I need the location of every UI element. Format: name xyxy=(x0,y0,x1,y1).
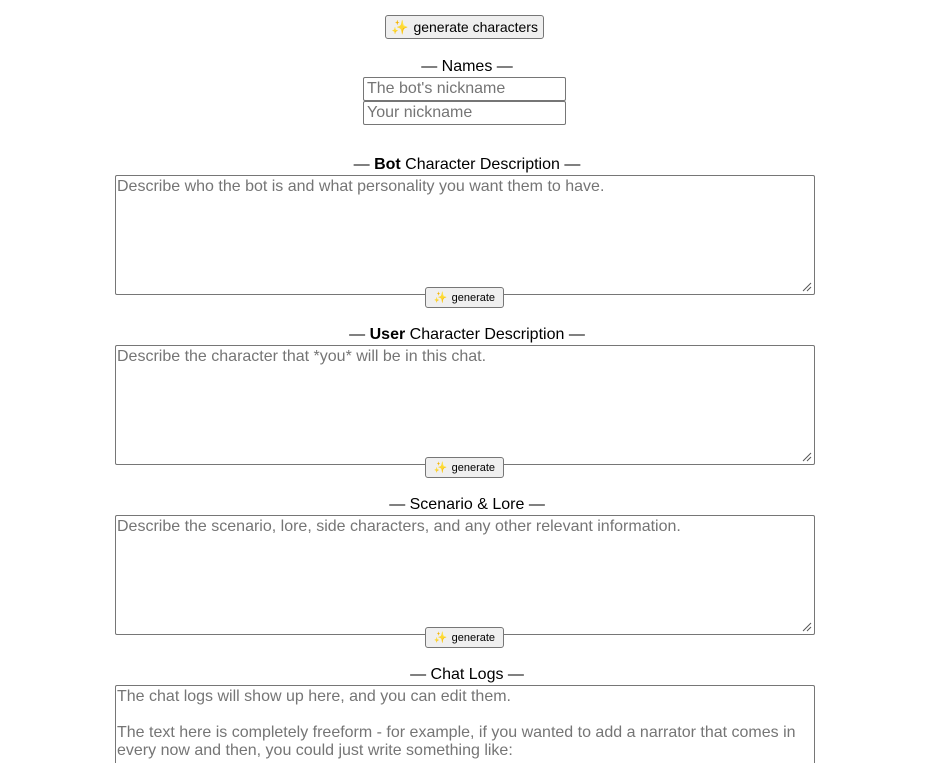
chat-logs-textarea[interactable] xyxy=(115,685,815,763)
resize-grip-icon[interactable] xyxy=(802,452,812,462)
blank-line xyxy=(117,706,813,724)
generate-bot-description-button[interactable] xyxy=(425,287,504,308)
sparkles-icon: ✨ xyxy=(391,18,409,35)
user-description-textarea[interactable] xyxy=(115,345,815,465)
user-description-placeholder: Describe the character that *you* will be in this chat. xyxy=(117,348,487,365)
generate-label: generate xyxy=(451,461,496,474)
generate-label: generate xyxy=(451,291,496,304)
bot-heading-bold: Bot xyxy=(374,156,401,173)
scenario-textarea[interactable] xyxy=(115,515,815,635)
generate-user-description-button[interactable] xyxy=(425,457,504,478)
names-heading: — Names — xyxy=(421,58,513,75)
generate-characters-button[interactable] xyxy=(385,15,544,39)
bot-description-placeholder: Describe who the bot is and what personality you want them to have. xyxy=(117,178,605,195)
sparkles-icon: ✨ xyxy=(433,462,448,474)
user-heading-suffix: Character Description — xyxy=(405,326,585,343)
resize-grip-icon[interactable] xyxy=(802,622,812,632)
chat-logs-heading: — Chat Logs — xyxy=(410,666,524,683)
user-heading-bold: User xyxy=(369,326,406,343)
chat-logs-placeholder-line1: The chat logs will show up here, and you can edit them. xyxy=(117,688,511,705)
generate-scenario-button[interactable] xyxy=(425,627,504,648)
bot-heading-suffix: Character Description — xyxy=(400,156,581,173)
user-nickname-input[interactable] xyxy=(363,101,566,125)
bot-description-heading xyxy=(0,156,934,174)
bot-nickname-input[interactable] xyxy=(363,77,566,101)
resize-grip-icon[interactable] xyxy=(802,282,812,292)
scenario-heading: — Scenario & Lore — xyxy=(389,496,545,513)
user-description-heading xyxy=(0,326,934,344)
scenario-placeholder: Describe the scenario, lore, side characters, and any other relevant information. xyxy=(117,518,681,535)
user-heading-prefix: — xyxy=(349,326,370,343)
generate-label: generate xyxy=(451,631,496,644)
bot-description-textarea[interactable] xyxy=(115,175,815,295)
bot-heading-prefix: — xyxy=(353,156,375,173)
sparkles-icon: ✨ xyxy=(433,632,448,644)
generate-characters-label: generate characters xyxy=(413,19,538,35)
chat-logs-placeholder-line2: The text here is completely freeform - for example, if you wanted to add a narrator that comes in every now and then, you could just write something like: xyxy=(117,724,796,759)
sparkles-icon: ✨ xyxy=(433,292,448,304)
